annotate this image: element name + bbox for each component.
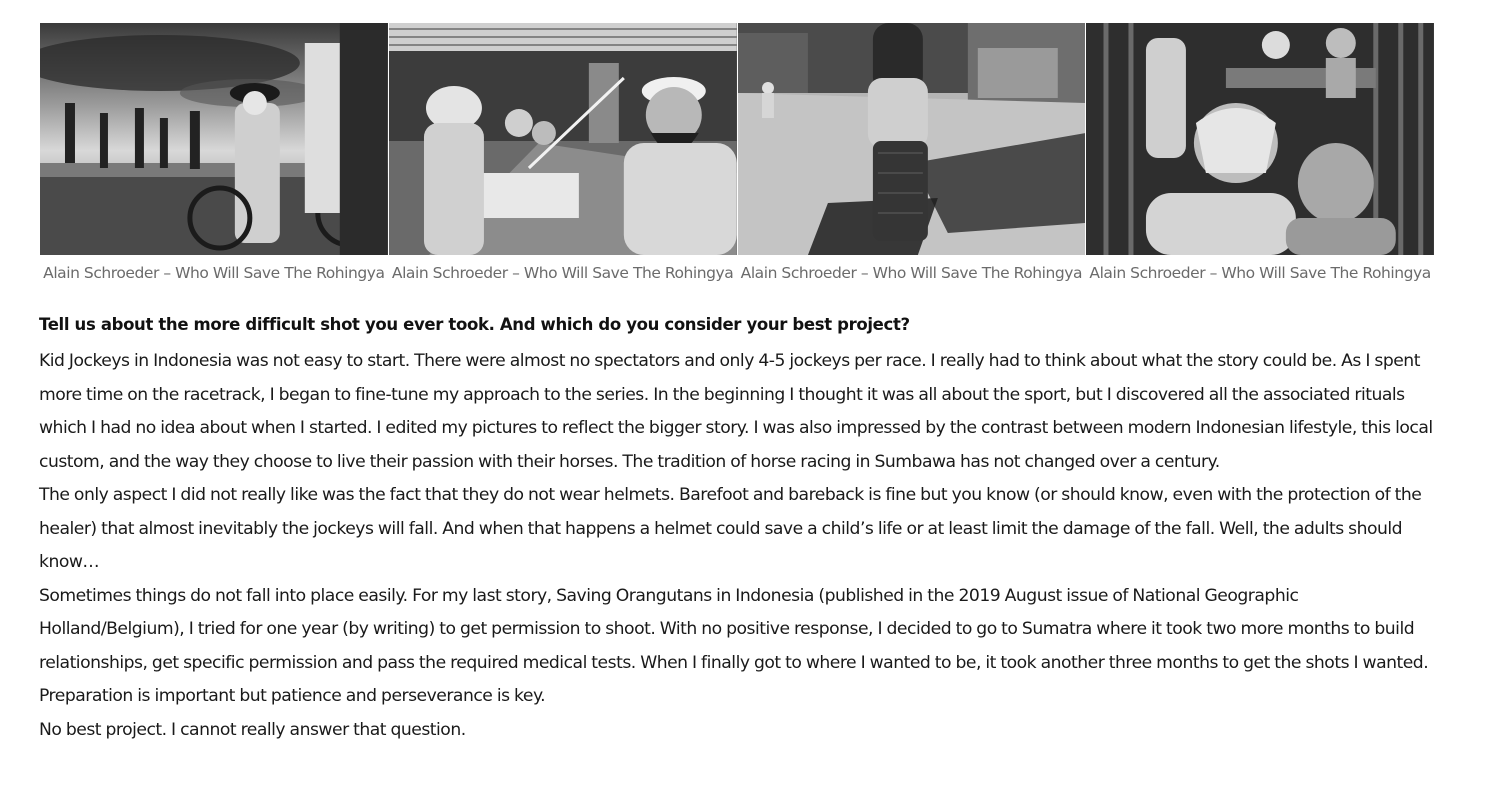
gallery-caption: Alain Schroeder – Who Will Save The Rohingya	[391, 264, 734, 282]
answer-paragraph-3: Sometimes things do not fall into place easily. For my last story, Saving Orangutans in Indonesia (published in the 2019 August issue of National Geographic Holland/Belgium), I tried for one year (by writing) to get permission to shoot. With no positive response, I decided to go to Sumatra where it took two more months to build relationships, get specific permission and pass the required medical tests. When I finally got to where I wanted to be, it took another three months to get the shots I wanted. Preparation is important but patience and perseverance is key.	[39, 585, 1429, 706]
answer-paragraph-1: Kid Jockeys in Indonesia was not easy to start. There were almost no spectators and only 4-5 jockeys per race. I really had to think about what the story could be. As I spent more time on the racetrack, I began to fine-tune my approach to the series. In the beginning I thought it was all about the sport, but I discovered all the associated rituals which I had no idea about when I started. I edited my pictures to reflect the bigger story. I was also impressed by the contrast between modern Indonesian lifestyle, this local custom, and the way they choose to live their passion with their horses. The tradition of horse racing in Sumbawa has not changed over a century.	[39, 351, 1433, 472]
answer-paragraph-2: The only aspect I did not really like was the fact that they do not wear helmets. Barefoot and bareback is fine but you know (or should know, even with the protection of the healer) that almost inevitably the jockeys will fall. And when that happens a helmet could save a child’s life or at least limit the damage of the fall. Well, the adults should know…	[39, 485, 1422, 572]
gallery-photo-family-hut[interactable]	[1086, 23, 1434, 255]
gallery-caption: Alain Schroeder – Who Will Save The Rohingya	[1089, 264, 1431, 282]
gallery-photo-classroom-teacher[interactable]	[389, 23, 737, 255]
interview-article	[39, 312, 1439, 747]
gallery-item-1[interactable]	[40, 23, 388, 282]
gallery-photo-boy-walking[interactable]	[738, 23, 1086, 255]
photo-gallery	[40, 23, 1434, 282]
gallery-caption: Alain Schroeder – Who Will Save The Rohingya	[43, 264, 385, 282]
gallery-item-3[interactable]	[738, 23, 1086, 282]
answer-paragraph-4: No best project. I cannot really answer that question.	[39, 719, 466, 740]
interview-question: Tell us about the more difficult shot you ever took. And which do you consider your best project?	[39, 315, 910, 334]
gallery-item-4[interactable]	[1086, 23, 1434, 282]
gallery-caption: Alain Schroeder – Who Will Save The Rohingya	[740, 264, 1083, 282]
gallery-item-2[interactable]	[389, 23, 737, 282]
gallery-photo-wheelchair-street[interactable]	[40, 23, 388, 255]
